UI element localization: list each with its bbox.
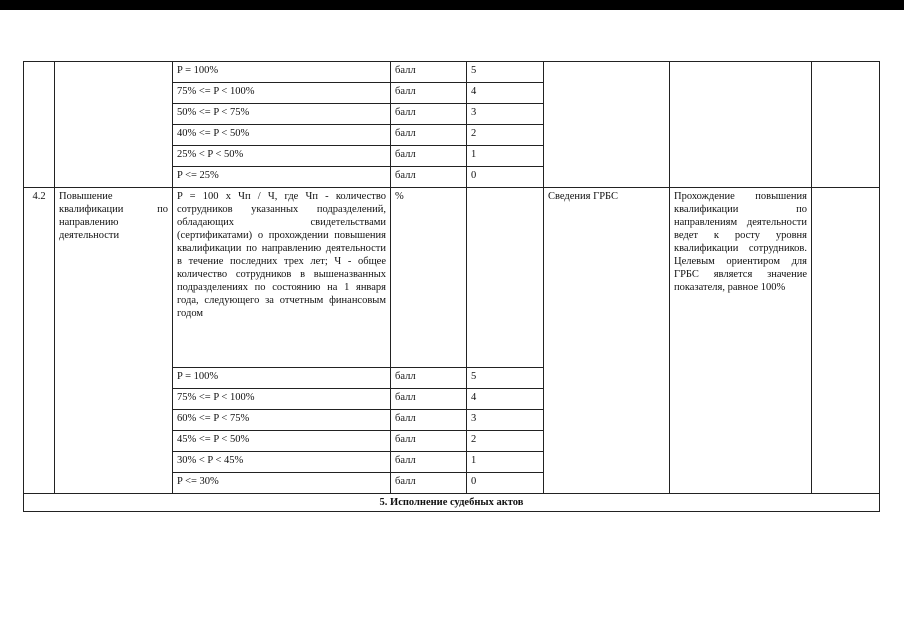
score-cell: 3 [467,104,544,125]
score-cell: 4 [467,389,544,410]
condition-cell: 60% <= P < 75% [173,410,391,431]
condition-cell: 30% < P < 45% [173,452,391,473]
unit-cell: балл [391,125,467,146]
score-cell: 1 [467,452,544,473]
section-title: 5. Исполнение судебных актов [24,494,880,512]
unit-cell: балл [391,368,467,389]
unit-cell: балл [391,410,467,431]
number-cell [24,62,55,188]
unit-cell: балл [391,62,467,83]
formula-cell: P = 100 x Чп / Ч, где Чп - количество сотрудников указанных подразделений, обладающих свидетельствами (сертификатами) о прохождении повышения квалификации по направлению деятельности в течение последних трех лет; Ч - общее количество сотрудников в вышеназванных подразделениях по состоянию на 1 января года, следующего за отчетным финансовым годом [173,188,391,368]
condition-cell: 75% <= P < 100% [173,389,391,410]
condition-cell: P = 100% [173,368,391,389]
condition-cell: 50% <= P < 75% [173,104,391,125]
score-cell: 2 [467,125,544,146]
source-cell: Сведения ГРБС [544,188,670,494]
condition-cell: 45% <= P < 50% [173,431,391,452]
condition-cell: 25% < P < 50% [173,146,391,167]
extra-cell [812,62,880,188]
table-row [24,62,880,83]
unit-cell: балл [391,83,467,104]
score-cell: 1 [467,146,544,167]
unit-cell: балл [391,167,467,188]
unit-cell: балл [391,431,467,452]
score-cell: 0 [467,167,544,188]
score-cell: 0 [467,473,544,494]
unit-cell: балл [391,389,467,410]
score-cell: 3 [467,410,544,431]
unit-cell: балл [391,146,467,167]
condition-cell: 40% <= P < 50% [173,125,391,146]
top-scan-bar [0,0,904,10]
extra-cell [812,188,880,494]
unit-cell: балл [391,452,467,473]
indicator-table [23,61,880,512]
table-row [24,188,880,368]
score-cell: 2 [467,431,544,452]
unit-cell: балл [391,473,467,494]
condition-cell: P <= 25% [173,167,391,188]
comment-cell: Прохождение повышения квалификации по направлениям деятельности ведет к росту уровня квалификации сотрудников. Целевым ориентиром для ГРБС является значение показателя, равное 100% [670,188,812,494]
indicator-name: Повышение квалификации по направлению деятельности [55,188,173,494]
condition-cell: P = 100% [173,62,391,83]
condition-cell: 75% <= P < 100% [173,83,391,104]
score-cell: 4 [467,83,544,104]
section-row [24,494,880,512]
score-cell: 5 [467,62,544,83]
comment-cell [670,62,812,188]
condition-cell: P <= 30% [173,473,391,494]
score-cell: 5 [467,368,544,389]
item-number: 4.2 [24,188,55,494]
unit-cell: % [391,188,467,368]
score-cell [467,188,544,368]
source-cell [544,62,670,188]
unit-cell: балл [391,104,467,125]
name-cell [55,62,173,188]
